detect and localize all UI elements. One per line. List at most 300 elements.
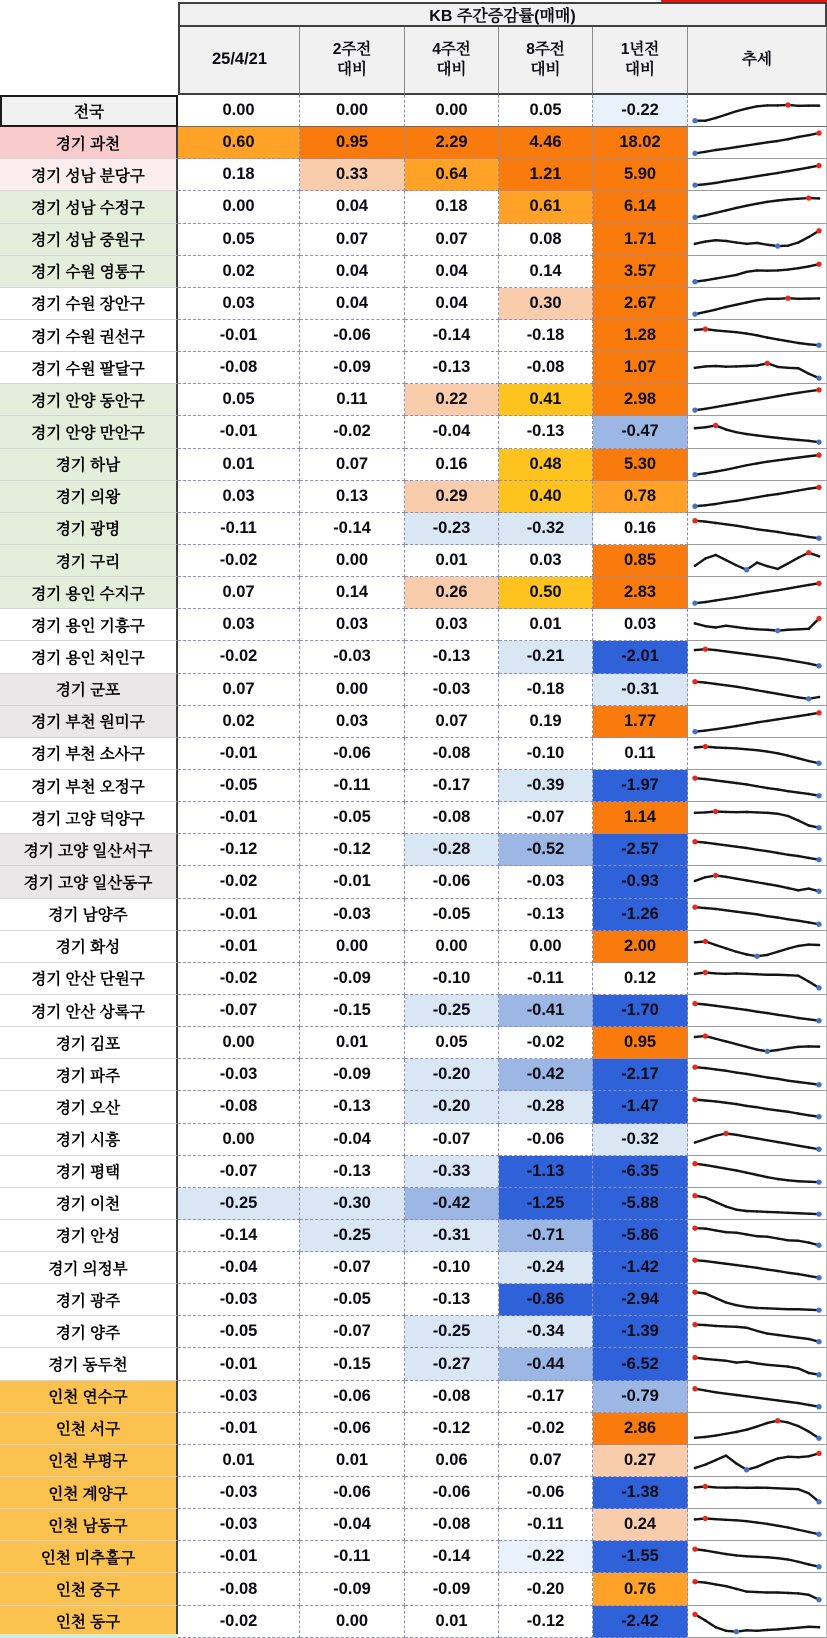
value-cell-4w[interactable]: -0.13 — [405, 352, 499, 384]
value-cell-current[interactable]: -0.01 — [178, 802, 300, 834]
value-cell-4w[interactable]: -0.17 — [405, 770, 499, 802]
value-cell-1y[interactable]: 1.71 — [593, 224, 688, 256]
value-cell-2w[interactable]: -0.13 — [300, 1156, 405, 1188]
value-cell-8w[interactable]: -0.52 — [499, 834, 593, 866]
value-cell-4w[interactable]: -0.23 — [405, 513, 499, 545]
value-cell-8w[interactable]: -0.41 — [499, 995, 593, 1027]
value-cell-current[interactable]: -0.02 — [178, 963, 300, 995]
region-label-cell[interactable]: 경기 의왕 — [0, 481, 178, 513]
value-cell-1y[interactable]: 0.76 — [593, 1573, 688, 1605]
value-cell-8w[interactable]: 4.46 — [499, 127, 593, 159]
value-cell-current[interactable]: 0.07 — [178, 577, 300, 609]
region-label-cell[interactable]: 경기 동두천 — [0, 1348, 178, 1380]
region-label-cell[interactable]: 경기 안성 — [0, 1220, 178, 1252]
value-cell-2w[interactable]: -0.15 — [300, 1348, 405, 1380]
value-cell-2w[interactable]: 0.00 — [300, 95, 405, 127]
value-cell-2w[interactable]: -0.30 — [300, 1188, 405, 1220]
value-cell-1y[interactable]: 0.12 — [593, 963, 688, 995]
region-label-cell[interactable]: 인천 미추홀구 — [0, 1541, 178, 1573]
value-cell-2w[interactable]: -0.09 — [300, 963, 405, 995]
value-cell-2w[interactable]: -0.06 — [300, 738, 405, 770]
value-cell-2w[interactable]: 0.14 — [300, 577, 405, 609]
region-label-cell[interactable]: 인천 남동구 — [0, 1509, 178, 1541]
trend-sparkline-cell[interactable] — [688, 127, 827, 159]
value-cell-2w[interactable]: -0.06 — [300, 320, 405, 352]
value-cell-current[interactable]: 0.01 — [178, 449, 300, 481]
value-cell-2w[interactable]: -0.09 — [300, 352, 405, 384]
value-cell-1y[interactable]: -2.42 — [593, 1606, 688, 1638]
value-cell-2w[interactable]: 0.01 — [300, 1027, 405, 1059]
trend-sparkline-cell[interactable] — [688, 802, 827, 834]
value-cell-current[interactable]: -0.02 — [178, 866, 300, 898]
value-cell-4w[interactable]: 0.01 — [405, 1606, 499, 1638]
value-cell-4w[interactable]: -0.10 — [405, 963, 499, 995]
value-cell-4w[interactable]: -0.20 — [405, 1059, 499, 1091]
value-cell-8w[interactable]: 0.01 — [499, 609, 593, 641]
value-cell-8w[interactable]: 1.21 — [499, 159, 593, 191]
value-cell-current[interactable]: -0.01 — [178, 738, 300, 770]
region-label-cell[interactable]: 경기 하남 — [0, 449, 178, 481]
value-cell-8w[interactable]: -0.02 — [499, 1413, 593, 1445]
value-cell-8w[interactable]: 0.30 — [499, 288, 593, 320]
region-label-cell[interactable]: 경기 용인 수지구 — [0, 577, 178, 609]
trend-sparkline-cell[interactable] — [688, 320, 827, 352]
value-cell-current[interactable]: -0.01 — [178, 320, 300, 352]
trend-sparkline-cell[interactable] — [688, 288, 827, 320]
value-cell-current[interactable]: 0.00 — [178, 191, 300, 223]
value-cell-1y[interactable]: -1.42 — [593, 1252, 688, 1284]
value-cell-1y[interactable]: -0.31 — [593, 674, 688, 706]
region-label-cell[interactable]: 경기 안양 만안구 — [0, 416, 178, 448]
value-cell-4w[interactable]: -0.12 — [405, 1413, 499, 1445]
value-cell-1y[interactable]: 1.28 — [593, 320, 688, 352]
column-header-trend[interactable]: 추세 — [688, 27, 827, 95]
value-cell-4w[interactable]: 0.04 — [405, 256, 499, 288]
value-cell-8w[interactable]: -0.11 — [499, 963, 593, 995]
value-cell-1y[interactable]: -0.47 — [593, 416, 688, 448]
value-cell-4w[interactable]: -0.03 — [405, 674, 499, 706]
region-label-cell[interactable]: 경기 부천 오정구 — [0, 770, 178, 802]
value-cell-1y[interactable]: -0.22 — [593, 95, 688, 127]
value-cell-8w[interactable]: -0.06 — [499, 1477, 593, 1509]
region-label-cell[interactable]: 경기 광명 — [0, 513, 178, 545]
value-cell-2w[interactable]: 0.03 — [300, 706, 405, 738]
value-cell-2w[interactable]: -0.04 — [300, 1124, 405, 1156]
region-label-cell[interactable]: 경기 수원 영통구 — [0, 256, 178, 288]
trend-sparkline-cell[interactable] — [688, 1573, 827, 1605]
value-cell-4w[interactable]: 0.16 — [405, 449, 499, 481]
trend-sparkline-cell[interactable] — [688, 1156, 827, 1188]
value-cell-current[interactable]: 0.07 — [178, 674, 300, 706]
value-cell-8w[interactable]: -0.03 — [499, 866, 593, 898]
value-cell-current[interactable]: -0.03 — [178, 1381, 300, 1413]
trend-sparkline-cell[interactable] — [688, 191, 827, 223]
value-cell-1y[interactable]: 0.78 — [593, 481, 688, 513]
value-cell-1y[interactable]: 3.57 — [593, 256, 688, 288]
value-cell-2w[interactable]: -0.03 — [300, 641, 405, 673]
trend-sparkline-cell[interactable] — [688, 1541, 827, 1573]
value-cell-8w[interactable]: -0.39 — [499, 770, 593, 802]
trend-sparkline-cell[interactable] — [688, 1284, 827, 1316]
region-label-cell[interactable]: 경기 성남 분당구 — [0, 159, 178, 191]
trend-sparkline-cell[interactable] — [688, 1606, 827, 1638]
column-header-2w[interactable]: 2주전 대비 — [300, 27, 405, 95]
trend-sparkline-cell[interactable] — [688, 416, 827, 448]
value-cell-4w[interactable]: -0.09 — [405, 1573, 499, 1605]
value-cell-4w[interactable]: -0.08 — [405, 1509, 499, 1541]
value-cell-1y[interactable]: 0.27 — [593, 1445, 688, 1477]
value-cell-2w[interactable]: -0.05 — [300, 802, 405, 834]
value-cell-8w[interactable]: -1.25 — [499, 1188, 593, 1220]
value-cell-2w[interactable]: 0.13 — [300, 481, 405, 513]
value-cell-8w[interactable]: -0.24 — [499, 1252, 593, 1284]
value-cell-8w[interactable]: -0.12 — [499, 1606, 593, 1638]
value-cell-2w[interactable]: 0.00 — [300, 674, 405, 706]
value-cell-current[interactable]: 0.00 — [178, 1124, 300, 1156]
value-cell-1y[interactable]: 2.83 — [593, 577, 688, 609]
trend-sparkline-cell[interactable] — [688, 899, 827, 931]
value-cell-1y[interactable]: 1.14 — [593, 802, 688, 834]
value-cell-4w[interactable]: 0.00 — [405, 95, 499, 127]
column-header-1y[interactable]: 1년전 대비 — [593, 27, 688, 95]
trend-sparkline-cell[interactable] — [688, 1188, 827, 1220]
value-cell-1y[interactable]: 0.11 — [593, 738, 688, 770]
value-cell-current[interactable]: -0.08 — [178, 1091, 300, 1123]
value-cell-8w[interactable]: -0.20 — [499, 1573, 593, 1605]
value-cell-1y[interactable]: -5.88 — [593, 1188, 688, 1220]
value-cell-4w[interactable]: -0.08 — [405, 1381, 499, 1413]
value-cell-1y[interactable]: -2.57 — [593, 834, 688, 866]
value-cell-current[interactable]: 0.05 — [178, 384, 300, 416]
region-label-cell[interactable]: 인천 연수구 — [0, 1381, 178, 1413]
trend-sparkline-cell[interactable] — [688, 609, 827, 641]
value-cell-2w[interactable]: 0.07 — [300, 224, 405, 256]
value-cell-4w[interactable]: -0.04 — [405, 416, 499, 448]
value-cell-4w[interactable]: -0.08 — [405, 738, 499, 770]
value-cell-2w[interactable]: -0.02 — [300, 416, 405, 448]
region-label-cell[interactable]: 경기 안산 단원구 — [0, 963, 178, 995]
value-cell-4w[interactable]: 0.03 — [405, 609, 499, 641]
region-label-cell[interactable]: 경기 고양 일산서구 — [0, 834, 178, 866]
region-label-cell[interactable]: 경기 구리 — [0, 545, 178, 577]
value-cell-8w[interactable]: 0.00 — [499, 931, 593, 963]
region-label-cell[interactable]: 경기 화성 — [0, 931, 178, 963]
value-cell-2w[interactable]: -0.04 — [300, 1509, 405, 1541]
value-cell-8w[interactable]: 0.05 — [499, 95, 593, 127]
value-cell-4w[interactable]: 0.04 — [405, 288, 499, 320]
value-cell-current[interactable]: -0.02 — [178, 641, 300, 673]
region-label-cell[interactable]: 경기 안양 동안구 — [0, 384, 178, 416]
value-cell-8w[interactable]: -0.22 — [499, 1541, 593, 1573]
value-cell-current[interactable]: -0.08 — [178, 1573, 300, 1605]
value-cell-current[interactable]: -0.05 — [178, 1316, 300, 1348]
value-cell-1y[interactable]: 2.98 — [593, 384, 688, 416]
value-cell-1y[interactable]: -5.86 — [593, 1220, 688, 1252]
value-cell-8w[interactable]: -0.17 — [499, 1381, 593, 1413]
value-cell-current[interactable]: -0.03 — [178, 1509, 300, 1541]
value-cell-8w[interactable]: 0.07 — [499, 1445, 593, 1477]
value-cell-current[interactable]: 0.05 — [178, 224, 300, 256]
value-cell-4w[interactable]: 0.07 — [405, 706, 499, 738]
value-cell-8w[interactable]: -0.11 — [499, 1509, 593, 1541]
value-cell-2w[interactable]: -0.11 — [300, 1541, 405, 1573]
value-cell-1y[interactable]: 5.90 — [593, 159, 688, 191]
value-cell-2w[interactable]: -0.11 — [300, 770, 405, 802]
region-label-cell[interactable]: 경기 시흥 — [0, 1124, 178, 1156]
value-cell-1y[interactable]: -1.70 — [593, 995, 688, 1027]
value-cell-1y[interactable]: -0.93 — [593, 866, 688, 898]
trend-sparkline-cell[interactable] — [688, 513, 827, 545]
value-cell-8w[interactable]: -0.34 — [499, 1316, 593, 1348]
trend-sparkline-cell[interactable] — [688, 1381, 827, 1413]
trend-sparkline-cell[interactable] — [688, 770, 827, 802]
value-cell-1y[interactable]: -6.52 — [593, 1348, 688, 1380]
value-cell-current[interactable]: -0.01 — [178, 416, 300, 448]
value-cell-4w[interactable]: -0.13 — [405, 1284, 499, 1316]
value-cell-2w[interactable]: 0.00 — [300, 931, 405, 963]
trend-sparkline-cell[interactable] — [688, 706, 827, 738]
region-label-cell[interactable]: 경기 수원 권선구 — [0, 320, 178, 352]
region-label-cell[interactable]: 경기 광주 — [0, 1284, 178, 1316]
value-cell-8w[interactable]: -0.71 — [499, 1220, 593, 1252]
value-cell-4w[interactable]: -0.13 — [405, 641, 499, 673]
trend-sparkline-cell[interactable] — [688, 1252, 827, 1284]
region-label-cell[interactable]: 경기 수원 장안구 — [0, 288, 178, 320]
trend-sparkline-cell[interactable] — [688, 545, 827, 577]
trend-sparkline-cell[interactable] — [688, 577, 827, 609]
value-cell-8w[interactable]: -0.21 — [499, 641, 593, 673]
value-cell-4w[interactable]: 0.05 — [405, 1027, 499, 1059]
value-cell-4w[interactable]: 0.01 — [405, 545, 499, 577]
value-cell-8w[interactable]: 0.40 — [499, 481, 593, 513]
value-cell-8w[interactable]: -0.02 — [499, 1027, 593, 1059]
value-cell-4w[interactable]: -0.05 — [405, 899, 499, 931]
value-cell-1y[interactable]: 1.77 — [593, 706, 688, 738]
value-cell-8w[interactable]: 0.14 — [499, 256, 593, 288]
value-cell-2w[interactable]: 0.03 — [300, 609, 405, 641]
value-cell-current[interactable]: 0.03 — [178, 609, 300, 641]
value-cell-current[interactable]: 0.03 — [178, 481, 300, 513]
value-cell-8w[interactable]: -1.13 — [499, 1156, 593, 1188]
value-cell-2w[interactable]: -0.06 — [300, 1381, 405, 1413]
value-cell-current[interactable]: -0.03 — [178, 1477, 300, 1509]
value-cell-4w[interactable]: -0.28 — [405, 834, 499, 866]
value-cell-current[interactable]: -0.11 — [178, 513, 300, 545]
value-cell-8w[interactable]: 0.03 — [499, 545, 593, 577]
value-cell-current[interactable]: -0.04 — [178, 1252, 300, 1284]
value-cell-current[interactable]: -0.01 — [178, 1348, 300, 1380]
trend-sparkline-cell[interactable] — [688, 1316, 827, 1348]
value-cell-1y[interactable]: -2.17 — [593, 1059, 688, 1091]
region-label-cell[interactable]: 경기 부천 원미구 — [0, 706, 178, 738]
trend-sparkline-cell[interactable] — [688, 1027, 827, 1059]
value-cell-current[interactable]: 0.60 — [178, 127, 300, 159]
trend-sparkline-cell[interactable] — [688, 1445, 827, 1477]
value-cell-4w[interactable]: 0.18 — [405, 191, 499, 223]
trend-sparkline-cell[interactable] — [688, 674, 827, 706]
value-cell-current[interactable]: -0.07 — [178, 1156, 300, 1188]
value-cell-4w[interactable]: -0.06 — [405, 866, 499, 898]
value-cell-current[interactable]: -0.01 — [178, 1541, 300, 1573]
value-cell-4w[interactable]: 0.26 — [405, 577, 499, 609]
column-header-4w[interactable]: 4주전 대비 — [405, 27, 499, 95]
trend-sparkline-cell[interactable] — [688, 1348, 827, 1380]
value-cell-4w[interactable]: -0.10 — [405, 1252, 499, 1284]
value-cell-1y[interactable]: 0.85 — [593, 545, 688, 577]
value-cell-8w[interactable]: -0.10 — [499, 738, 593, 770]
region-label-cell[interactable]: 경기 안산 상록구 — [0, 995, 178, 1027]
value-cell-4w[interactable]: -0.25 — [405, 995, 499, 1027]
region-label-cell[interactable]: 경기 김포 — [0, 1027, 178, 1059]
value-cell-4w[interactable]: 0.06 — [405, 1445, 499, 1477]
trend-sparkline-cell[interactable] — [688, 995, 827, 1027]
value-cell-4w[interactable]: -0.06 — [405, 1477, 499, 1509]
value-cell-4w[interactable]: 0.64 — [405, 159, 499, 191]
value-cell-1y[interactable]: 18.02 — [593, 127, 688, 159]
value-cell-8w[interactable]: -0.28 — [499, 1091, 593, 1123]
region-label-cell[interactable]: 경기 평택 — [0, 1156, 178, 1188]
region-label-cell[interactable]: 인천 계양구 — [0, 1477, 178, 1509]
region-label-cell[interactable]: 경기 고양 덕양구 — [0, 802, 178, 834]
value-cell-4w[interactable]: -0.33 — [405, 1156, 499, 1188]
trend-sparkline-cell[interactable] — [688, 1477, 827, 1509]
region-label-cell[interactable]: 인천 중구 — [0, 1573, 178, 1605]
value-cell-1y[interactable]: 2.86 — [593, 1413, 688, 1445]
region-label-cell[interactable]: 경기 오산 — [0, 1091, 178, 1123]
value-cell-current[interactable]: 0.00 — [178, 95, 300, 127]
trend-sparkline-cell[interactable] — [688, 95, 827, 127]
value-cell-current[interactable]: -0.12 — [178, 834, 300, 866]
value-cell-4w[interactable]: 0.07 — [405, 224, 499, 256]
value-cell-2w[interactable]: -0.07 — [300, 1316, 405, 1348]
value-cell-4w[interactable]: -0.07 — [405, 1124, 499, 1156]
value-cell-8w[interactable]: -0.18 — [499, 674, 593, 706]
value-cell-2w[interactable]: -0.07 — [300, 1252, 405, 1284]
value-cell-4w[interactable]: -0.25 — [405, 1316, 499, 1348]
value-cell-current[interactable]: 0.18 — [178, 159, 300, 191]
value-cell-current[interactable]: 0.02 — [178, 706, 300, 738]
value-cell-2w[interactable]: -0.14 — [300, 513, 405, 545]
value-cell-8w[interactable]: 0.41 — [499, 384, 593, 416]
value-cell-4w[interactable]: 0.22 — [405, 384, 499, 416]
column-header-8w[interactable]: 8주전 대비 — [499, 27, 593, 95]
value-cell-8w[interactable]: -0.42 — [499, 1059, 593, 1091]
value-cell-current[interactable]: -0.03 — [178, 1059, 300, 1091]
value-cell-current[interactable]: -0.01 — [178, 899, 300, 931]
value-cell-1y[interactable]: -1.26 — [593, 899, 688, 931]
value-cell-2w[interactable]: 0.04 — [300, 191, 405, 223]
value-cell-current[interactable]: 0.02 — [178, 256, 300, 288]
value-cell-4w[interactable]: -0.14 — [405, 1541, 499, 1573]
value-cell-current[interactable]: -0.05 — [178, 770, 300, 802]
region-label-cell[interactable]: 경기 성남 수정구 — [0, 191, 178, 223]
value-cell-current[interactable]: -0.08 — [178, 352, 300, 384]
region-label-cell[interactable]: 경기 부천 소사구 — [0, 738, 178, 770]
value-cell-2w[interactable]: 0.11 — [300, 384, 405, 416]
value-cell-4w[interactable]: -0.20 — [405, 1091, 499, 1123]
value-cell-4w[interactable]: -0.27 — [405, 1348, 499, 1380]
trend-sparkline-cell[interactable] — [688, 1220, 827, 1252]
value-cell-1y[interactable]: -1.55 — [593, 1541, 688, 1573]
trend-sparkline-cell[interactable] — [688, 738, 827, 770]
region-label-cell[interactable]: 경기 과천 — [0, 127, 178, 159]
value-cell-1y[interactable]: -1.38 — [593, 1477, 688, 1509]
value-cell-8w[interactable]: -0.44 — [499, 1348, 593, 1380]
value-cell-2w[interactable]: -0.12 — [300, 834, 405, 866]
value-cell-2w[interactable]: -0.09 — [300, 1059, 405, 1091]
value-cell-1y[interactable]: 2.67 — [593, 288, 688, 320]
region-label-cell[interactable]: 경기 남양주 — [0, 899, 178, 931]
region-label-cell[interactable]: 경기 성남 중원구 — [0, 224, 178, 256]
value-cell-8w[interactable]: 0.50 — [499, 577, 593, 609]
value-cell-8w[interactable]: 0.48 — [499, 449, 593, 481]
value-cell-1y[interactable]: 1.07 — [593, 352, 688, 384]
value-cell-2w[interactable]: 0.04 — [300, 256, 405, 288]
value-cell-2w[interactable]: -0.09 — [300, 1573, 405, 1605]
value-cell-1y[interactable]: -2.01 — [593, 641, 688, 673]
region-label-cell[interactable]: 경기 용인 처인구 — [0, 641, 178, 673]
trend-sparkline-cell[interactable] — [688, 352, 827, 384]
region-label-cell[interactable]: 인천 서구 — [0, 1413, 178, 1445]
value-cell-current[interactable]: 0.01 — [178, 1445, 300, 1477]
value-cell-1y[interactable]: 0.95 — [593, 1027, 688, 1059]
value-cell-1y[interactable]: 5.30 — [593, 449, 688, 481]
value-cell-2w[interactable]: -0.25 — [300, 1220, 405, 1252]
trend-sparkline-cell[interactable] — [688, 834, 827, 866]
value-cell-2w[interactable]: 0.07 — [300, 449, 405, 481]
trend-sparkline-cell[interactable] — [688, 963, 827, 995]
value-cell-current[interactable]: -0.03 — [178, 1284, 300, 1316]
value-cell-2w[interactable]: 0.33 — [300, 159, 405, 191]
region-label-cell[interactable]: 경기 용인 기흥구 — [0, 609, 178, 641]
region-label-cell[interactable]: 경기 수원 팔달구 — [0, 352, 178, 384]
value-cell-4w[interactable]: -0.42 — [405, 1188, 499, 1220]
region-label-cell[interactable]: 경기 고양 일산동구 — [0, 866, 178, 898]
value-cell-2w[interactable]: 0.95 — [300, 127, 405, 159]
trend-sparkline-cell[interactable] — [688, 1124, 827, 1156]
value-cell-2w[interactable]: -0.01 — [300, 866, 405, 898]
value-cell-2w[interactable]: 0.00 — [300, 545, 405, 577]
value-cell-1y[interactable]: -2.94 — [593, 1284, 688, 1316]
value-cell-2w[interactable]: 0.00 — [300, 1606, 405, 1638]
value-cell-1y[interactable]: 2.00 — [593, 931, 688, 963]
trend-sparkline-cell[interactable] — [688, 1059, 827, 1091]
trend-sparkline-cell[interactable] — [688, 641, 827, 673]
value-cell-1y[interactable]: -1.47 — [593, 1091, 688, 1123]
value-cell-1y[interactable]: -1.97 — [593, 770, 688, 802]
region-label-cell[interactable]: 인천 동구 — [0, 1606, 178, 1638]
value-cell-1y[interactable]: -0.32 — [593, 1124, 688, 1156]
value-cell-4w[interactable]: -0.31 — [405, 1220, 499, 1252]
value-cell-4w[interactable]: 2.29 — [405, 127, 499, 159]
region-label-cell[interactable]: 경기 의정부 — [0, 1252, 178, 1284]
region-label-cell[interactable]: 인천 부평구 — [0, 1445, 178, 1477]
value-cell-8w[interactable]: -0.32 — [499, 513, 593, 545]
value-cell-8w[interactable]: -0.06 — [499, 1124, 593, 1156]
value-cell-8w[interactable]: 0.19 — [499, 706, 593, 738]
value-cell-1y[interactable]: 6.14 — [593, 191, 688, 223]
trend-sparkline-cell[interactable] — [688, 384, 827, 416]
trend-sparkline-cell[interactable] — [688, 866, 827, 898]
value-cell-2w[interactable]: -0.03 — [300, 899, 405, 931]
trend-sparkline-cell[interactable] — [688, 449, 827, 481]
value-cell-1y[interactable]: -0.79 — [593, 1381, 688, 1413]
trend-sparkline-cell[interactable] — [688, 931, 827, 963]
value-cell-2w[interactable]: -0.06 — [300, 1413, 405, 1445]
column-header-date[interactable]: 25/4/21 — [178, 27, 300, 95]
value-cell-current[interactable]: -0.01 — [178, 931, 300, 963]
table-title[interactable] — [178, 2, 827, 27]
